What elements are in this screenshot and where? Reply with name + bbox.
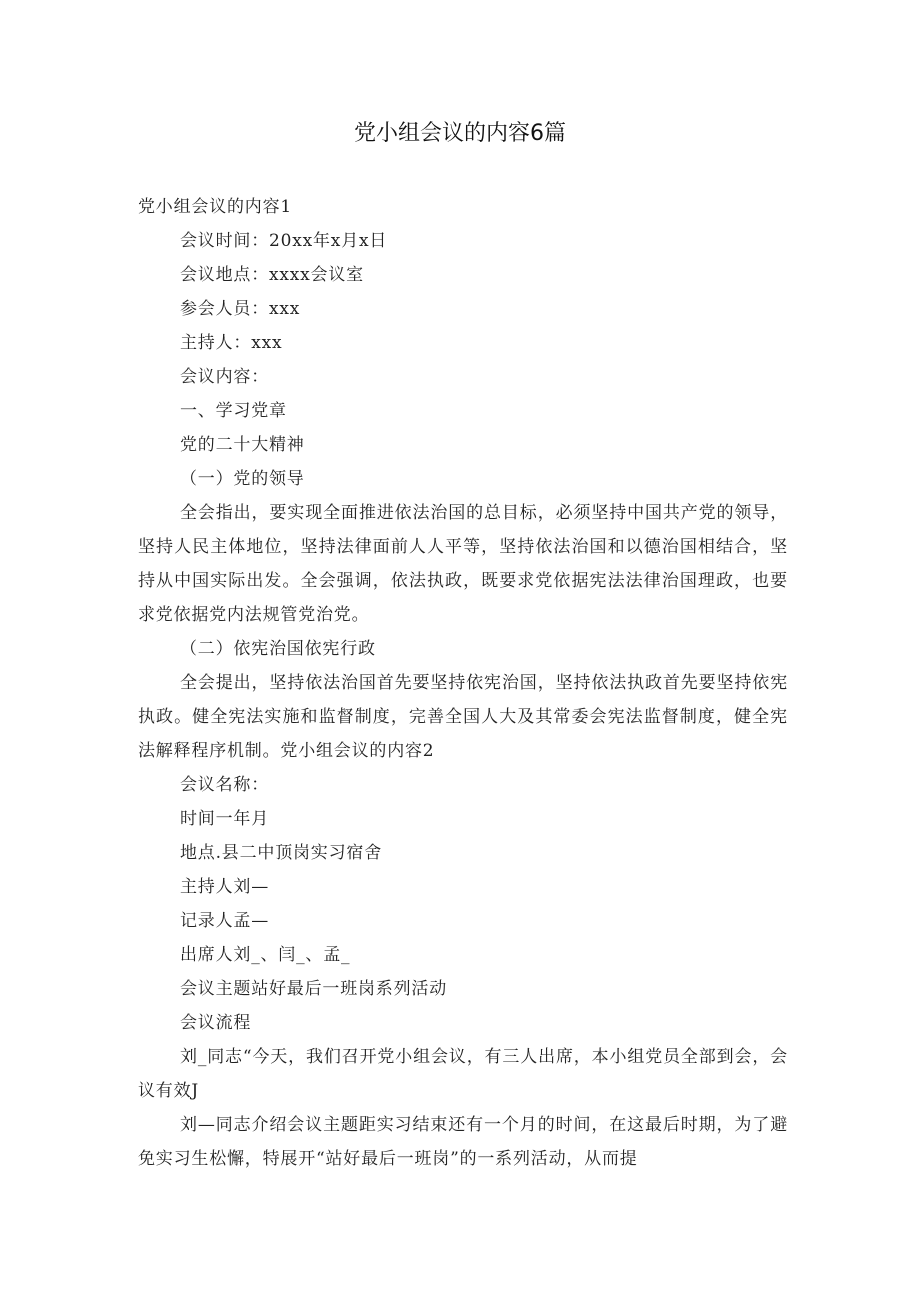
topic-heading: 一、学习党章 xyxy=(180,401,287,421)
meeting-content-label: 会议内容： xyxy=(180,367,269,387)
meeting-host: 主持人：xxx xyxy=(180,333,283,353)
meeting-attendees-2: 出席人刘_、闫_、孟_ xyxy=(180,945,351,965)
subsection-heading-2: （二）依宪治国依宪行政 xyxy=(180,639,376,659)
meeting-attendees: 参会人员：xxx xyxy=(180,299,301,319)
meeting-time-2: 时间一年月 xyxy=(180,809,269,829)
document-title: 党小组会议的内容6篇 xyxy=(354,121,566,146)
meeting-location-2: 地点.县二中顶岗实习宿舍 xyxy=(180,843,383,863)
subsection-heading-1: （一）党的领导 xyxy=(180,469,305,489)
meeting-process-label: 会议流程 xyxy=(180,1013,252,1033)
document-body xyxy=(138,190,788,1176)
meeting-time: 会议时间：20xx年x月x日 xyxy=(180,231,388,251)
paragraph-2: 全会提出，坚持依法治国首先要坚持依宪治国，坚持依法执政首先要坚持依宪执政。健全宪法实施和监督制度，完善全国人大及其常委会宪法监督制度，健全宪法解释程序机制。党小组会议的内容2 xyxy=(138,673,788,761)
paragraph-1: 全会指出，要实现全面推进依法治国的总目标，必须坚持中国共产党的领导，坚持人民主体地位，坚持法律面前人人平等，坚持依法治国和以德治国相结合，坚持从中国实际出发。全会强调，依法执政，既要求党依据宪法法律治国理政，也要求党依据党内法规管党治党。 xyxy=(138,503,788,625)
meeting-recorder: 记录人孟— xyxy=(180,911,269,931)
meeting-theme: 会议主题站好最后一班岗系列活动 xyxy=(180,979,447,999)
meeting-host-2: 主持人刘— xyxy=(180,877,269,897)
paragraph-4: 刘—同志介绍会议主题距实习结束还有一个月的时间，在这最后时期，为了避免实习生松懈，特展开“站好最后一班岗”的一系列活动，从而提 xyxy=(138,1115,788,1169)
meeting-name-label: 会议名称： xyxy=(180,775,269,795)
meeting-location: 会议地点：xxxx会议室 xyxy=(180,265,364,285)
section-heading-1: 党小组会议的内容1 xyxy=(138,197,293,217)
topic-subheading: 党的二十大精神 xyxy=(180,435,305,455)
paragraph-3: 刘_同志“今天，我们召开党小组会议，有三人出席，本小组党员全部到会，会议有效J xyxy=(138,1047,788,1101)
